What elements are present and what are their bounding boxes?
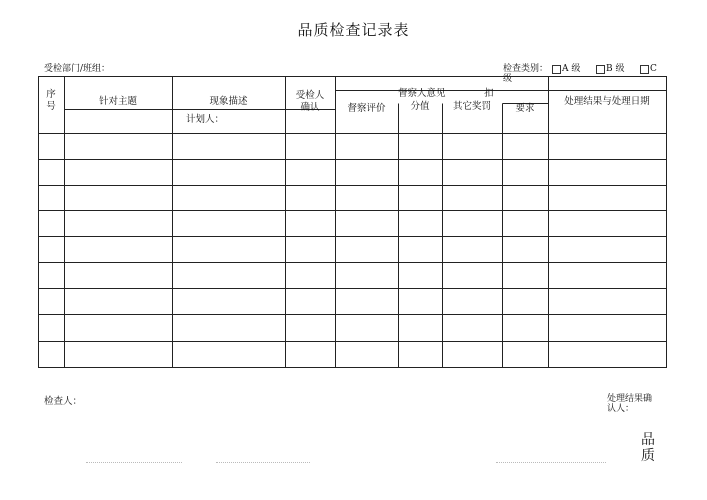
category-label: 检查类别： xyxy=(503,64,549,74)
corner-char-1: 品 xyxy=(641,432,655,448)
header-score: 分值 xyxy=(410,101,430,112)
header-confirm-top: 受检人 xyxy=(295,90,325,101)
header-evaluation: 督察评价 xyxy=(347,103,386,114)
category-c-suffix: 级 xyxy=(503,74,513,84)
category-b[interactable]: B 级 xyxy=(596,64,624,77)
header-planner: 计划人： xyxy=(186,114,225,125)
result-confirm-label-line1: 处理结果确 xyxy=(607,394,653,404)
category-c[interactable]: C xyxy=(640,64,657,77)
header-requirement: 要求 xyxy=(515,103,535,114)
page-title: 品质检查记录表 xyxy=(297,21,410,39)
result-confirm-label-line2: 认人： xyxy=(607,404,635,414)
header-supervisor-group: 督察人意见 xyxy=(398,88,446,99)
header-result: 处理结果与处理日期 xyxy=(564,96,650,107)
header-seq-bottom: 号 xyxy=(46,101,56,112)
category-a[interactable]: A 级 xyxy=(552,64,580,77)
header-seq-top: 序 xyxy=(46,89,56,100)
department-label: 受检部门/班组： xyxy=(44,64,111,74)
signature-line xyxy=(216,462,310,463)
inspector-label: 检查人： xyxy=(44,396,83,407)
corner-char-2: 质 xyxy=(641,448,655,464)
header-deduct-top: 扣 xyxy=(484,88,494,99)
header-topic: 针对主题 xyxy=(98,96,137,107)
signature-line xyxy=(496,462,606,463)
header-other-reward: 其它奖罚 xyxy=(452,101,491,112)
signature-line xyxy=(86,462,182,463)
header-description: 现象描述 xyxy=(209,96,248,107)
header-confirm-bottom: 确认 xyxy=(300,102,320,113)
